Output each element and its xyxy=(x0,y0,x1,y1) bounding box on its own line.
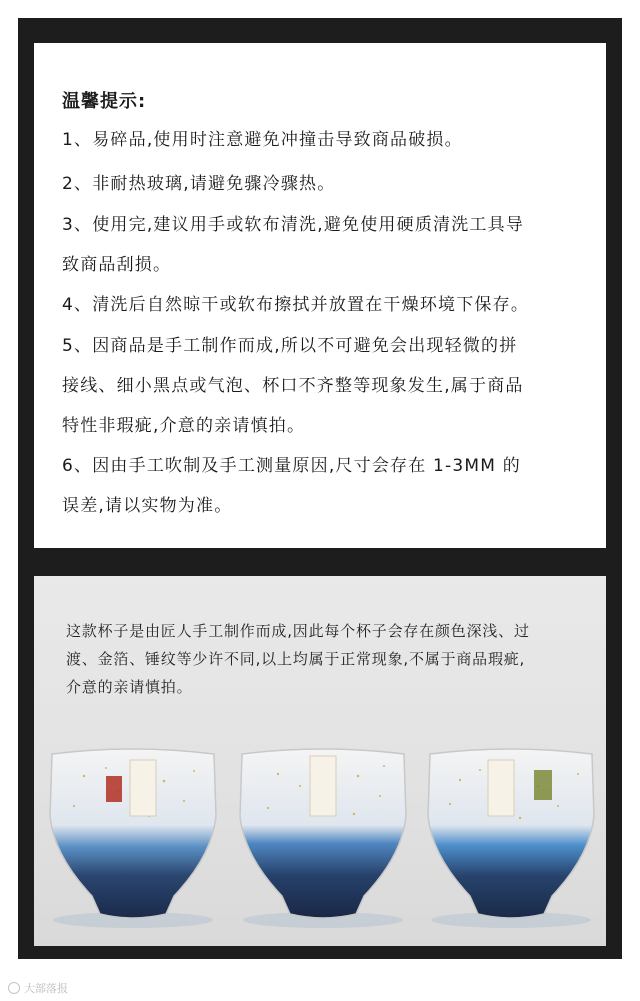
watermark-text: 大部落报 xyxy=(24,982,68,995)
notice-line: 2、非耐热玻璃,请避免骤冷骤热。 xyxy=(62,174,336,194)
notice-line: 1、易碎品,使用时注意避免冲撞击导致商品破损。 xyxy=(62,130,463,150)
photo-caption-line: 这款杯子是由匠人手工制作而成,因此每个杯子会存在颜色深浅、过 xyxy=(66,622,530,640)
notice-line: 致商品刮损。 xyxy=(62,255,172,275)
notice-panel xyxy=(34,43,606,548)
glass-cup xyxy=(422,746,600,931)
notice-title: 温馨提示: xyxy=(62,91,147,112)
notice-line: 5、因商品是手工制作而成,所以不可避免会出现轻微的拼 xyxy=(62,336,518,356)
glass-cup xyxy=(234,746,412,931)
watermark-logo-icon xyxy=(8,982,20,994)
product-photo xyxy=(34,576,606,946)
notice-line: 误差,请以实物为准。 xyxy=(62,496,233,516)
watermark xyxy=(8,980,68,996)
notice-line: 特性非瑕疵,介意的亲请慎拍。 xyxy=(62,416,306,436)
notice-line: 3、使用完,建议用手或软布清洗,避免使用硬质清洗工具导 xyxy=(62,215,525,235)
notice-line: 接线、细小黑点或气泡、杯口不齐整等现象发生,属于商品 xyxy=(62,376,524,396)
photo-caption-line: 介意的亲请慎拍。 xyxy=(66,678,193,696)
notice-line: 6、因由手工吹制及手工测量原因,尺寸会存在 1-3MM 的 xyxy=(62,456,521,476)
notice-line: 4、清洗后自然晾干或软布擦拭并放置在干燥环境下保存。 xyxy=(62,295,530,315)
photo-caption-line: 渡、金箔、锤纹等少许不同,以上均属于正常现象,不属于商品瑕疵, xyxy=(66,650,526,668)
glass-cup xyxy=(44,746,222,931)
